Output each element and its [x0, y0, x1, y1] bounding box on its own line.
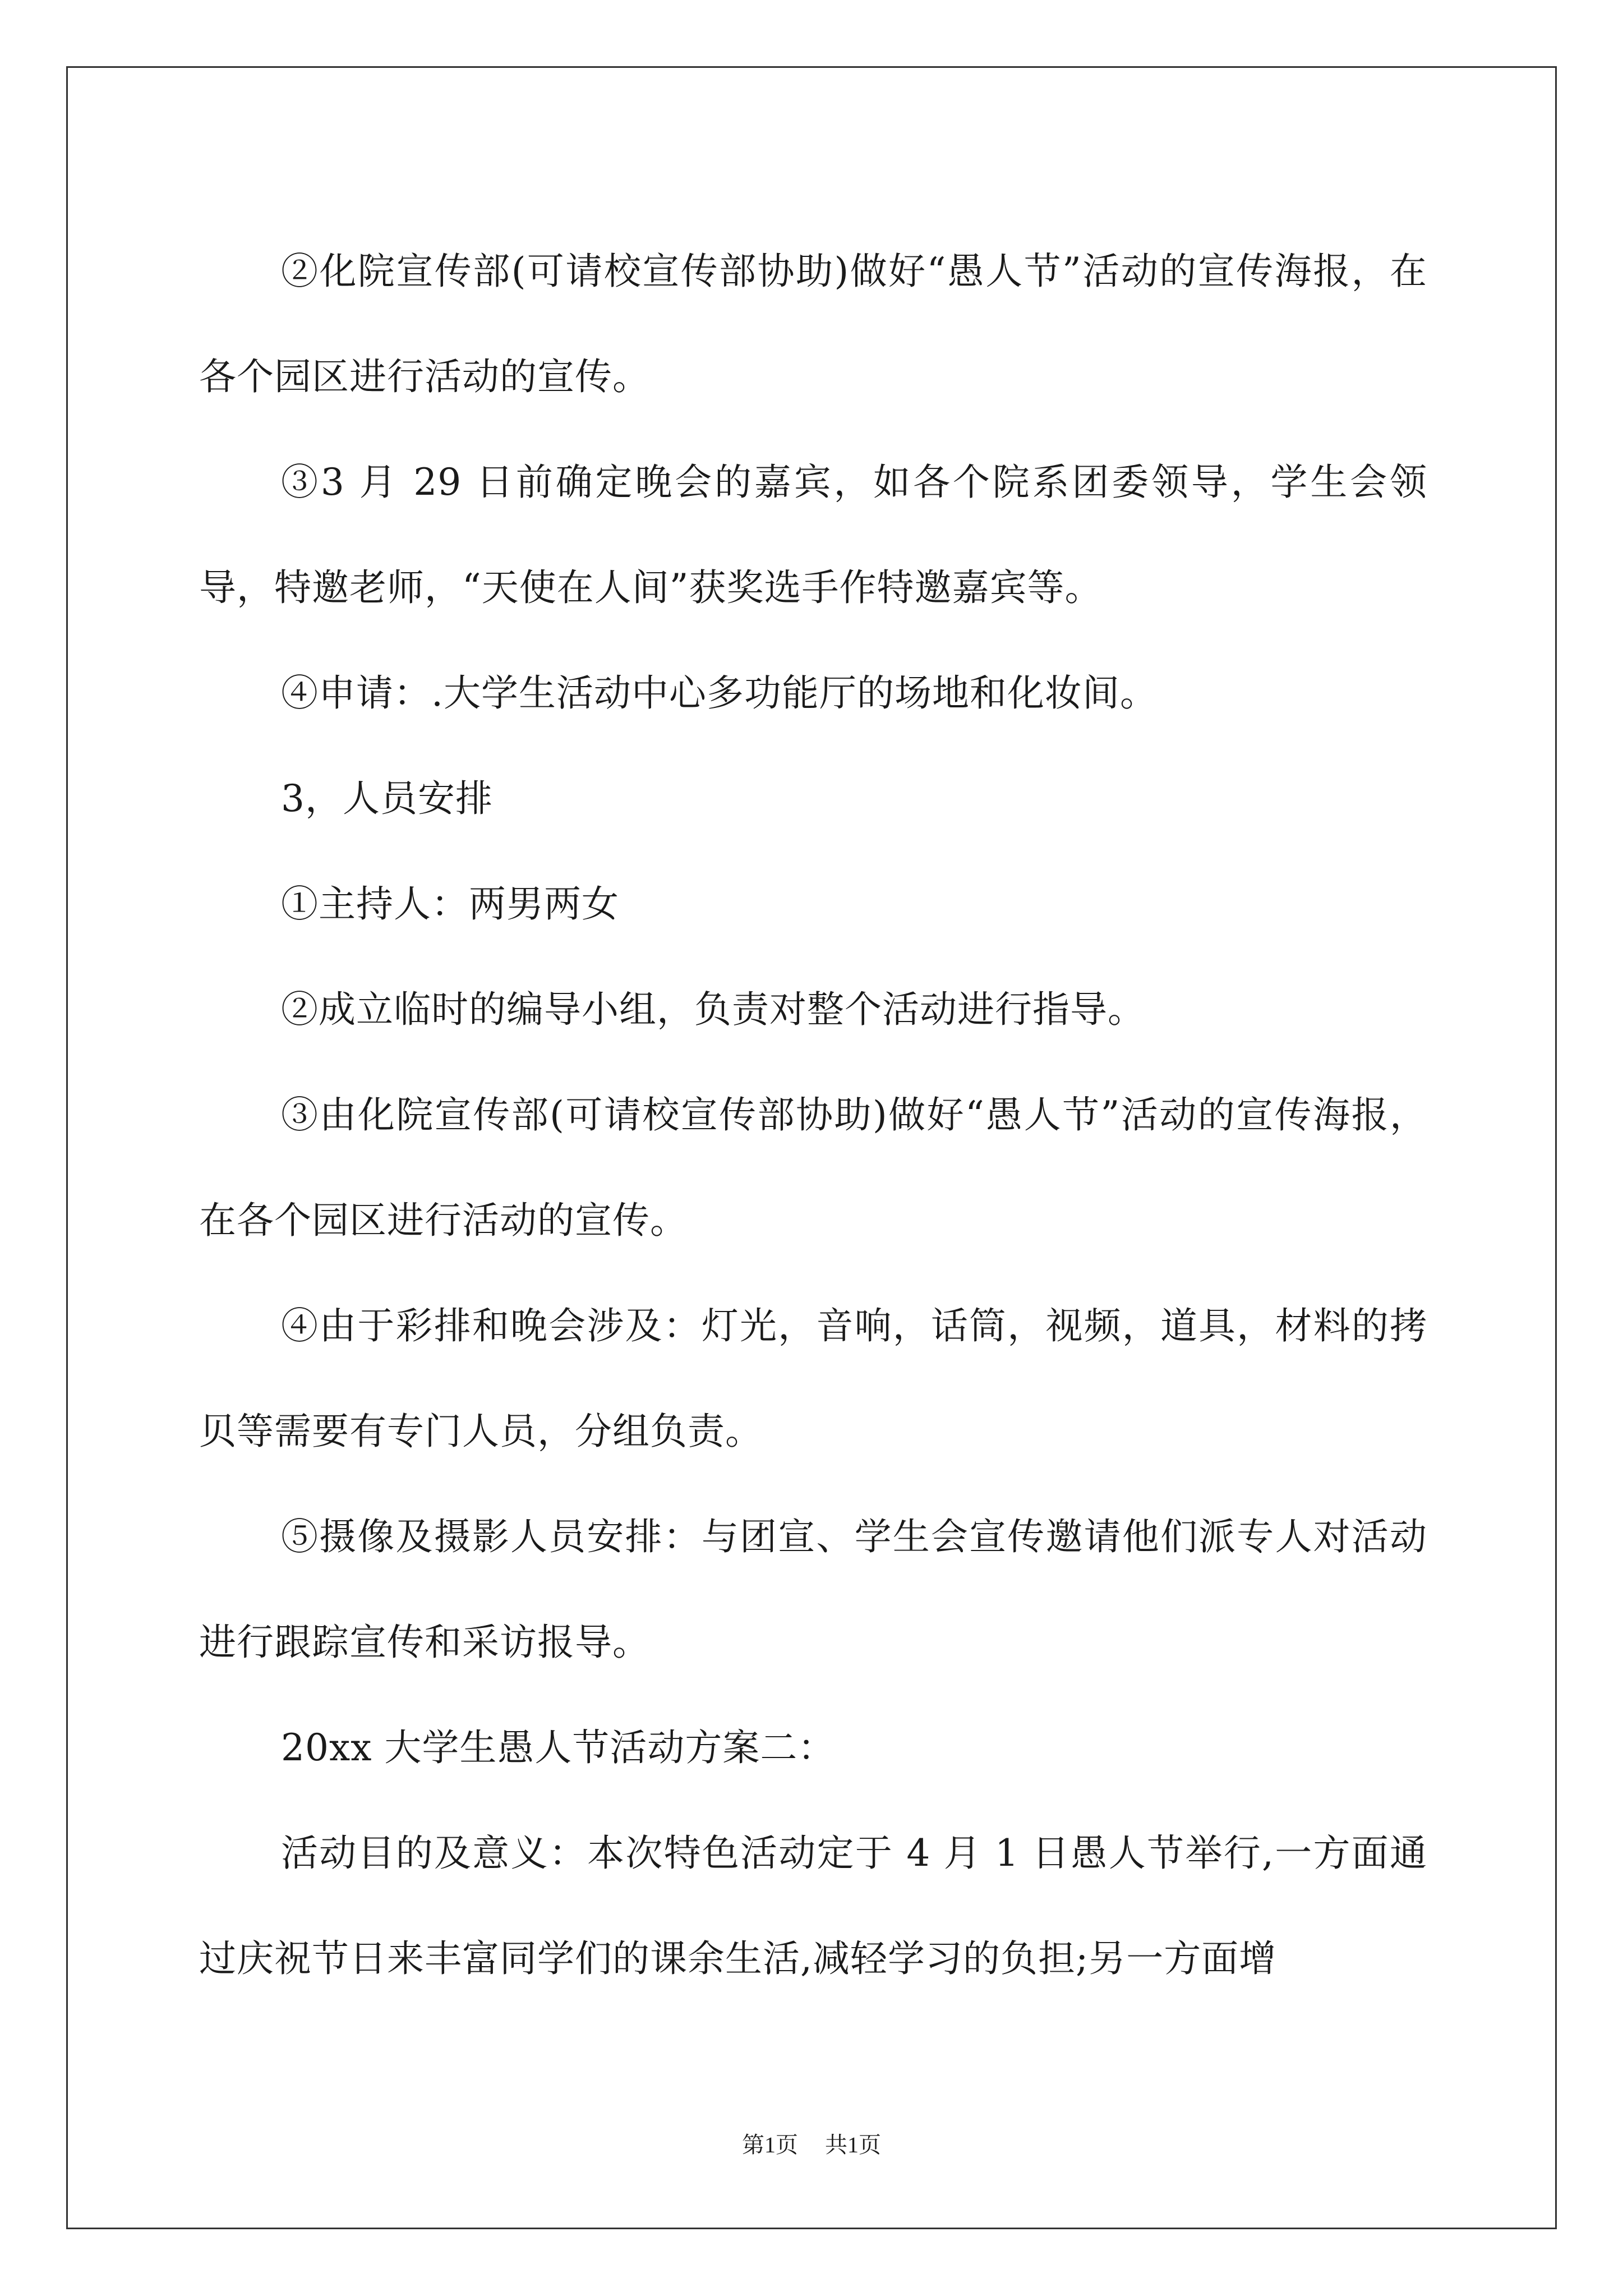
- section-heading-staffing: 3，人员安排: [281, 777, 493, 820]
- paragraph-publicity-poster: ②化院宣传部(可请校宣传部协助)做好“愚人节”活动的宣传海报，在各个园区进行活动的宣传。: [199, 250, 1427, 398]
- page-total: 共1页: [825, 2132, 881, 2157]
- paragraph-hosts: ①主持人：两男两女: [281, 882, 619, 926]
- paragraph-technical-staff: ④由于彩排和晚会涉及：灯光，音响，话筒，视频，道具，材料的拷贝等需要有专门人员，分组负责。: [199, 1304, 1427, 1453]
- page-number: 第1页: [742, 2132, 798, 2157]
- paragraph-venue-application: ④申请：.大学生活动中心多功能厅的场地和化妆间。: [281, 671, 1158, 715]
- paragraph-purpose: 活动目的及意义：本次特色活动定于 4 月 1 日愚人节举行,一方面通过庆祝节日来丰富同学们的课余生活,减轻学习的负担;另一方面增: [199, 1832, 1427, 1980]
- paragraph-directing-group: ②成立临时的编导小组，负责对整个活动进行指导。: [281, 988, 1145, 1031]
- page-footer: [0, 2127, 1623, 2159]
- paragraph-publicity-department: ③由化院宣传部(可请校宣传部协助)做好“愚人节”活动的宣传海报，在各个园区进行活动的宣传。: [199, 1093, 1427, 1242]
- paragraph-guests: ③3 月 29 日前确定晚会的嘉宾，如各个院系团委领导，学生会领导，特邀老师，“天使在人间”获奖选手作特邀嘉宾等。: [199, 461, 1427, 609]
- section-heading-plan-two: 20xx 大学生愚人节活动方案二：: [281, 1726, 836, 1769]
- paragraph-photography: ⑤摄像及摄影人员安排：与团宣、学生会宣传邀请他们派专人对活动进行跟踪宣传和采访报导。: [199, 1515, 1427, 1664]
- document-body: [199, 219, 1427, 2012]
